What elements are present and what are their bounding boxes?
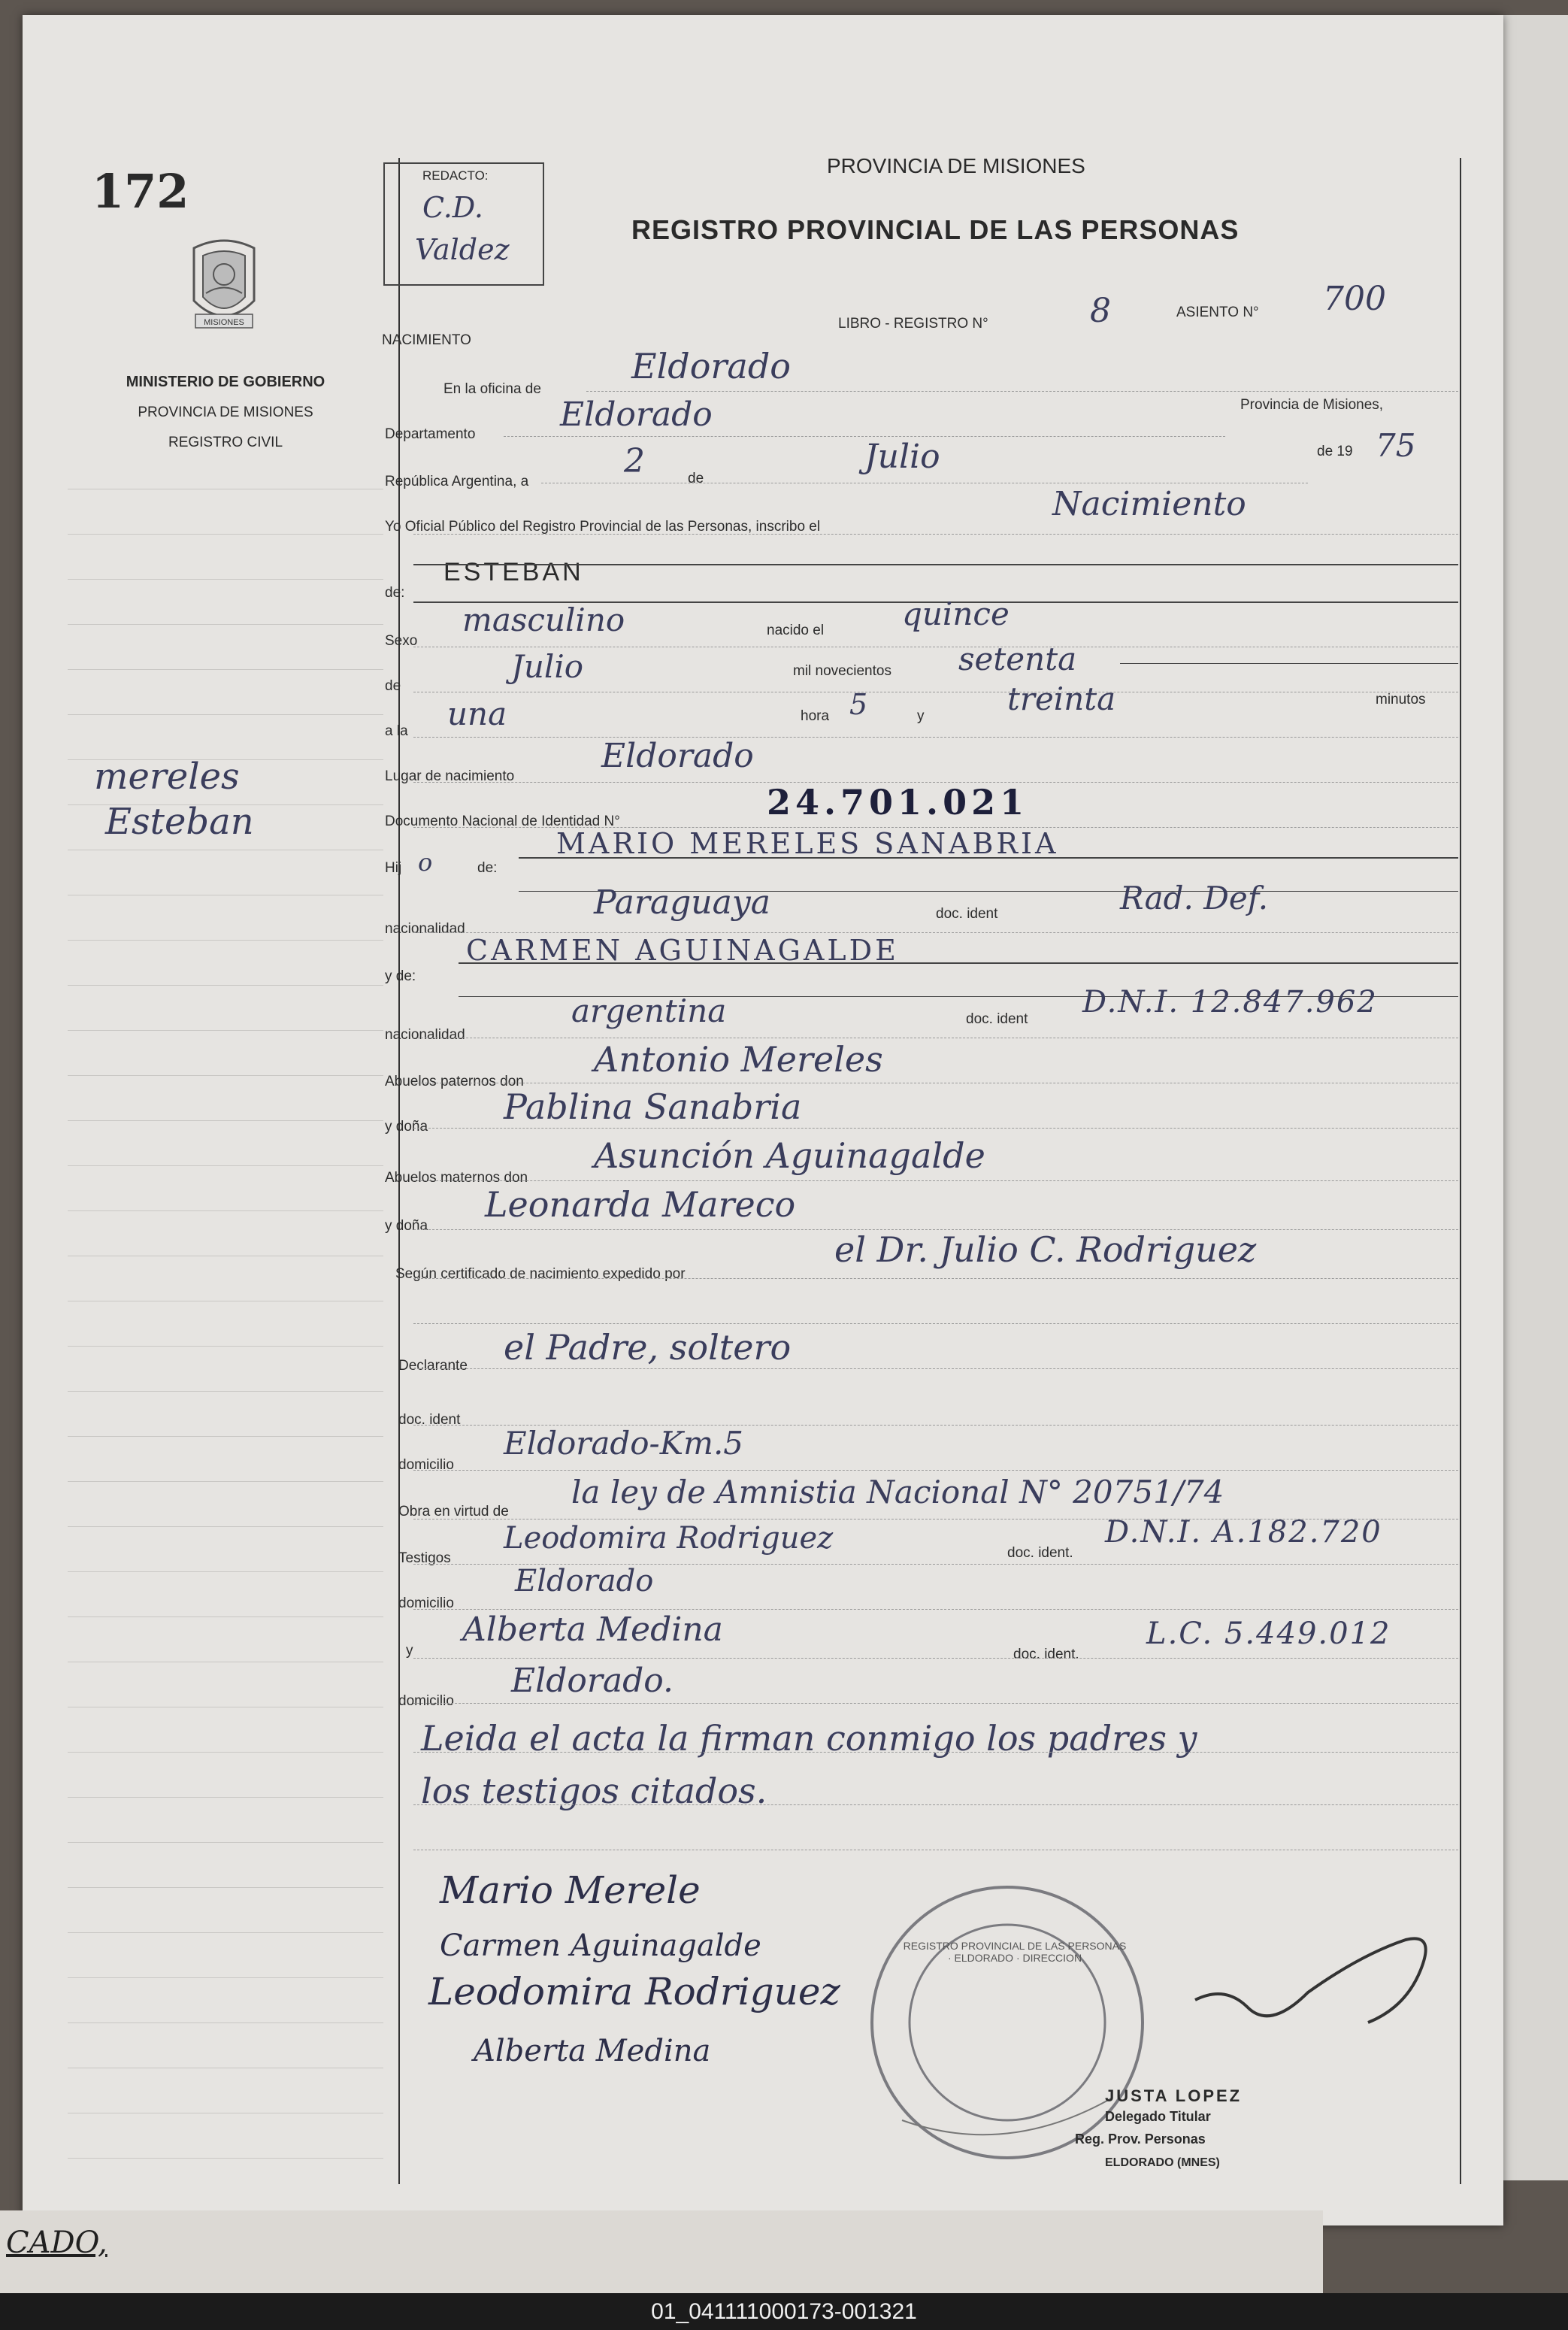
ledger-line	[68, 579, 383, 580]
de4-label: de:	[477, 860, 498, 876]
hijo-suffix: o	[418, 848, 433, 877]
mil-label: mil novecientos	[793, 663, 891, 679]
docident-madre-label: doc. ident	[966, 1011, 1028, 1027]
ledger-line	[68, 1842, 383, 1843]
testigo1-dom-value: Eldorado	[515, 1564, 654, 1598]
hora-num-value: 5	[849, 688, 868, 721]
de2-label: de:	[385, 585, 405, 601]
departamento-label: Departamento	[385, 426, 476, 442]
ydona-label: y doña	[385, 1119, 428, 1135]
ministry-province: PROVINCIA DE MISIONES	[138, 404, 313, 420]
testigo1-value: Leodomira Rodriguez	[504, 1521, 834, 1556]
form-row-line	[413, 1752, 1458, 1753]
ledger-line	[68, 1030, 383, 1031]
page-number: 172	[92, 164, 189, 219]
minutos-value: treinta	[1007, 680, 1116, 717]
nacido-anio-value: setenta	[958, 641, 1077, 677]
padre-nac-value: Paraguaya	[594, 883, 770, 922]
mes-value: Julio	[864, 438, 940, 476]
asiento-label: ASIENTO N°	[1176, 305, 1259, 320]
ledger-line	[68, 1752, 383, 1753]
form-row-line	[413, 1703, 1458, 1704]
domicilio3-label: domicilio	[398, 1693, 454, 1709]
docident-label: doc. ident	[936, 906, 998, 922]
form-row-line	[413, 932, 1458, 933]
official-signature-icon	[1180, 1910, 1451, 2038]
ledger-line	[68, 2158, 383, 2159]
ministry-title: MINISTERIO DE GOBIERNO	[126, 374, 325, 390]
form-row-line	[413, 1278, 1458, 1279]
form-row-line	[413, 1229, 1458, 1230]
ledger-line	[68, 1887, 383, 1888]
cierre-line2: los testigos citados.	[421, 1771, 767, 1811]
ledger-line	[68, 669, 383, 670]
de-label: de	[688, 471, 704, 486]
ministry-registry: REGISTRO CIVIL	[168, 435, 283, 450]
abuelo-mat-value: Asunción Aguinagalde	[594, 1135, 985, 1176]
provincia-label: Provincia de Misiones,	[1240, 397, 1384, 413]
nac-label: nacionalidad	[385, 921, 465, 937]
ledger-line	[68, 1977, 383, 1978]
nombre-value: ESTEBAN	[443, 558, 584, 586]
lugar-value: Eldorado	[601, 737, 754, 775]
republica-label: República Argentina, a	[385, 474, 529, 489]
testigo2-value: Alberta Medina	[462, 1610, 723, 1649]
signature-testigo1: Leodomira Rodriguez	[428, 1970, 840, 2013]
acto-value: Nacimiento	[1052, 485, 1246, 523]
ledger-line	[68, 1210, 383, 1211]
abuela-mat-value: Leonarda Mareco	[485, 1184, 796, 1225]
seal-text: REGISTRO PROVINCIAL DE LAS PERSONAS · ELDORADO · DIRECCION	[903, 1940, 1127, 1964]
ledger-line	[68, 714, 383, 715]
form-row-line	[413, 1470, 1458, 1471]
redacto-label: REDACTO:	[422, 168, 489, 183]
padre-value: MARIO MERELES SANABRIA	[556, 827, 1059, 860]
form-row-line	[413, 827, 1458, 828]
abuela-pat-value: Pablina Sanabria	[504, 1086, 802, 1127]
redacto-name: Valdez	[415, 233, 510, 266]
domicilio-label: domicilio	[398, 1457, 454, 1473]
header-registry: REGISTRO PROVINCIAL DE LAS PERSONAS	[631, 214, 1240, 245]
dni-label: Documento Nacional de Identidad N°	[385, 814, 620, 829]
de3-label: de	[385, 678, 401, 694]
redacto-initials: C.D.	[422, 191, 483, 224]
testigos-label: Testigos	[398, 1550, 451, 1566]
anio-value: 75	[1376, 427, 1416, 464]
official-office: Reg. Prov. Personas	[1075, 2132, 1206, 2147]
margin-note-surname: mereles	[94, 756, 240, 798]
docident3-label: doc. ident.	[1007, 1545, 1073, 1561]
certificado-label: Según certificado de nacimiento expedido por	[395, 1266, 686, 1282]
form-row-line	[413, 737, 1458, 738]
declarante-label: Declarante	[398, 1358, 468, 1374]
ledger-line	[68, 534, 383, 535]
lugar-label: Lugar de nacimiento	[385, 768, 515, 784]
redacto-box	[383, 162, 544, 286]
oficina-value: Eldorado	[631, 346, 791, 386]
signature-testigo2: Alberta Medina	[474, 2034, 711, 2068]
form-row-line	[413, 1609, 1458, 1610]
libro-value: 8	[1090, 292, 1111, 330]
ledger-line	[68, 1391, 383, 1392]
ledger-line	[68, 2022, 383, 2023]
form-row-line	[413, 1804, 1458, 1805]
ledger-line	[68, 1436, 383, 1437]
emblem-text: MISIONES	[204, 318, 244, 327]
ledger-line	[68, 940, 383, 941]
ledger-line	[68, 1481, 383, 1482]
ledger-line	[68, 985, 383, 986]
ledger-line	[68, 1571, 383, 1572]
hijo-label: Hij	[385, 860, 402, 876]
form-row-line	[413, 1368, 1458, 1369]
ledger-line	[68, 624, 383, 625]
y2-label: y	[406, 1643, 413, 1659]
bottom-fragment: CADO,	[6, 2225, 107, 2260]
form-row-line	[413, 1658, 1458, 1659]
form-row-line	[413, 1425, 1458, 1426]
oficial-label: Yo Oficial Público del Registro Provincial de las Personas, inscribo el	[385, 519, 821, 535]
document-page	[23, 15, 1503, 2225]
form-row-line	[413, 1564, 1458, 1565]
sexo-value: masculino	[462, 601, 625, 638]
certificado-value: el Dr. Julio C. Rodriguez	[834, 1229, 1257, 1270]
form-row-line	[413, 1323, 1458, 1324]
ledger-line	[68, 1120, 383, 1121]
official-role: Delegado Titular	[1105, 2109, 1211, 2124]
obra-value: la ley de Amnistia Nacional N° 20751/74	[571, 1474, 1224, 1510]
madre-value: CARMEN AGUINAGALDE	[466, 934, 899, 967]
section-label: NACIMIENTO	[382, 332, 471, 348]
file-caption: 01_041111000173-001321	[0, 2293, 1568, 2330]
dni-value: 24.701.021	[767, 782, 1029, 823]
oficina-label: En la oficina de	[443, 381, 541, 397]
form-row-line	[413, 1128, 1458, 1129]
sexo-label: Sexo	[385, 633, 418, 649]
header-province: PROVINCIA DE MISIONES	[827, 154, 1085, 177]
official-name: JUSTA LOPEZ	[1105, 2086, 1243, 2105]
declarante-value: el Padre, soltero	[504, 1327, 792, 1368]
padre-doc-value: Rad. Def.	[1120, 880, 1269, 917]
ledger-line	[68, 1165, 383, 1166]
hora-label: hora	[801, 708, 830, 724]
madre-nac-value: argentina	[571, 992, 727, 1029]
dia-value: 2	[624, 442, 645, 480]
minutos-label: minutos	[1376, 692, 1426, 707]
cierre-line1: Leida el acta la firman conmigo los padres y	[421, 1718, 1197, 1759]
departamento-value: Eldorado	[560, 395, 713, 434]
form-row-line	[413, 1180, 1458, 1181]
obra-label: Obra en virtud de	[398, 1504, 509, 1519]
yde-label: y de:	[385, 968, 416, 984]
ledger-line	[68, 1616, 383, 1617]
testigo1-doc-value: D.N.I. A.182.720	[1105, 1515, 1382, 1550]
nacido-dia-value: quince	[902, 595, 1010, 632]
nacido-mes-value: Julio	[511, 648, 584, 685]
madre-doc-value: D.N.I. 12.847.962	[1082, 985, 1378, 1020]
nacido-label: nacido el	[767, 623, 825, 638]
testigo2-doc-value: L.C. 5.449.012	[1146, 1616, 1391, 1651]
adjacent-page-edge	[1503, 15, 1568, 2180]
signature-madre: Carmen Aguinagalde	[440, 1929, 761, 1963]
docident4-label: doc. ident.	[1013, 1647, 1079, 1662]
domicilio2-label: domicilio	[398, 1595, 454, 1611]
abuelos-pat-label: Abuelos paternos don	[385, 1074, 524, 1089]
nac2-label: nacionalidad	[385, 1027, 465, 1043]
form-row-line	[413, 534, 1458, 535]
ledger-line	[68, 1797, 383, 1798]
anio-label: de 19	[1317, 444, 1353, 459]
abuelo-pat-value: Antonio Mereles	[594, 1039, 883, 1080]
ledger-line	[68, 1346, 383, 1347]
ydona2-label: y doña	[385, 1218, 428, 1234]
testigo2-dom-value: Eldorado.	[511, 1662, 674, 1700]
asiento-value: 700	[1323, 280, 1386, 318]
provincial-emblem-icon	[179, 233, 269, 338]
signature-padre: Mario Merele	[440, 1868, 701, 1912]
underlying-page-strip	[0, 2210, 1323, 2293]
ledger-line	[68, 1932, 383, 1933]
official-seal-icon	[857, 1872, 1173, 2173]
hora-value: una	[447, 695, 507, 732]
libro-label: LIBRO - REGISTRO N°	[838, 316, 988, 332]
y-label: y	[917, 708, 925, 724]
ledger-line	[68, 1075, 383, 1076]
declarante-dom-value: Eldorado-Km.5	[504, 1425, 744, 1462]
ledger-line	[68, 1526, 383, 1527]
ala-label: a la	[385, 723, 408, 739]
margin-note-name: Esteban	[105, 801, 254, 843]
docident2-label: doc. ident	[398, 1412, 461, 1428]
form-row-line	[413, 782, 1458, 783]
official-place: ELDORADO (MNES)	[1105, 2156, 1220, 2169]
abuelos-mat-label: Abuelos maternos don	[385, 1170, 528, 1186]
